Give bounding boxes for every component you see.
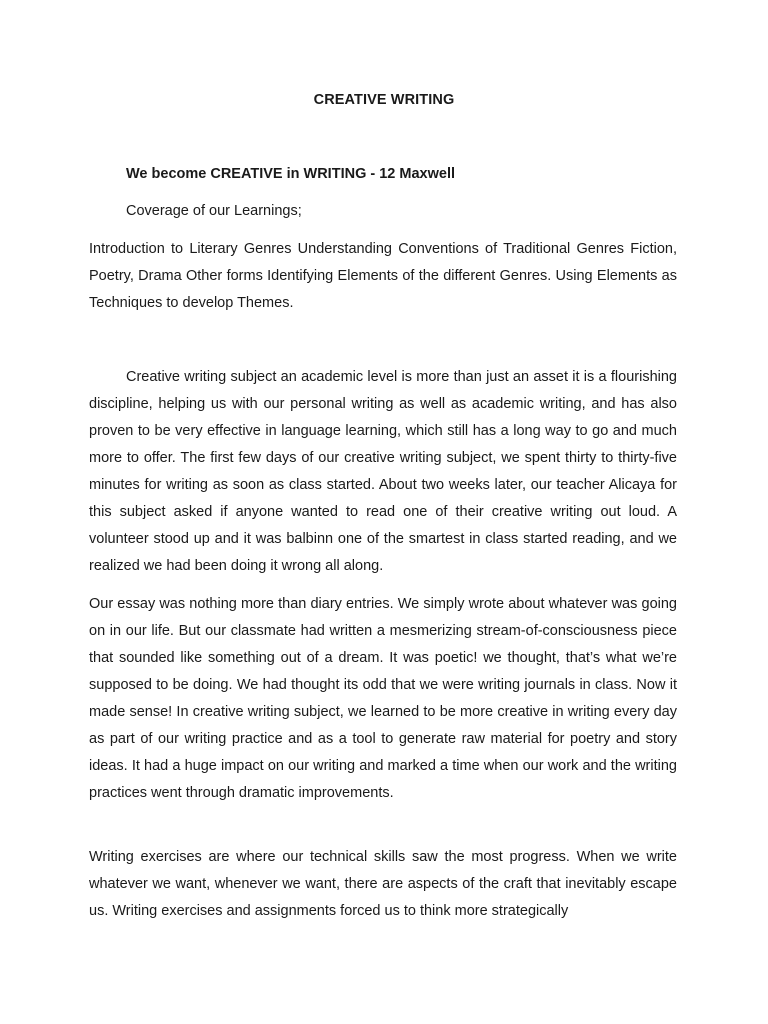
intro-paragraph: Introduction to Literary Genres Understanding Conventions of Traditional Genres Fiction, Poetry, Drama Other forms Identifying Elements of the different Genres. Using Elements as Techniques to develop Themes. xyxy=(89,241,677,311)
body-paragraph-2: Our essay was nothing more than diary entries. We simply wrote about whatever was going on in our life. But our classmate had written a mesmerizing stream-of-consciousness piece that sounded like something out of a dream. It was poetic! we thought, that’s what we’re supposed to be doing. We had thought its odd that we were writing journals in class. Now it made sense! In creative writing subject, we learned to be more creative in writing every day as part of our writing practice and as a tool to generate raw material for poetry and story ideas. It had a huge impact on our writing and marked a time when our work and the writing practices went through dramatic improvements. xyxy=(89,596,677,801)
body-paragraph-3: Writing exercises are where our technical skills saw the most progress. When we write whatever we want, whenever we want, there are aspects of the craft that inevitably escape us. Writing exercises and assignments forced us to think more strategically xyxy=(89,849,677,919)
body-paragraph-1: Creative writing subject an academic level is more than just an asset it is a flourishing discipline, helping us with our personal writing as well as academic writing, and has also proven to be very effective in language learning, which still has a long way to go and much more to offer. The first few days of our creative writing subject, we spent thirty to thirty-five minutes for writing as soon as class started. About two weeks later, our teacher Alicaya for this subject asked if anyone wanted to read one of their creative writing out loud. A volunteer stood up and it was balbinn one of the smartest in class started reading, and we realized we had been doing it wrong all along. xyxy=(89,369,677,574)
coverage-heading: Coverage of our Learnings; xyxy=(126,203,302,219)
document-subtitle: We become CREATIVE in WRITING - 12 Maxwell xyxy=(126,166,455,182)
document-title: CREATIVE WRITING xyxy=(313,92,455,108)
